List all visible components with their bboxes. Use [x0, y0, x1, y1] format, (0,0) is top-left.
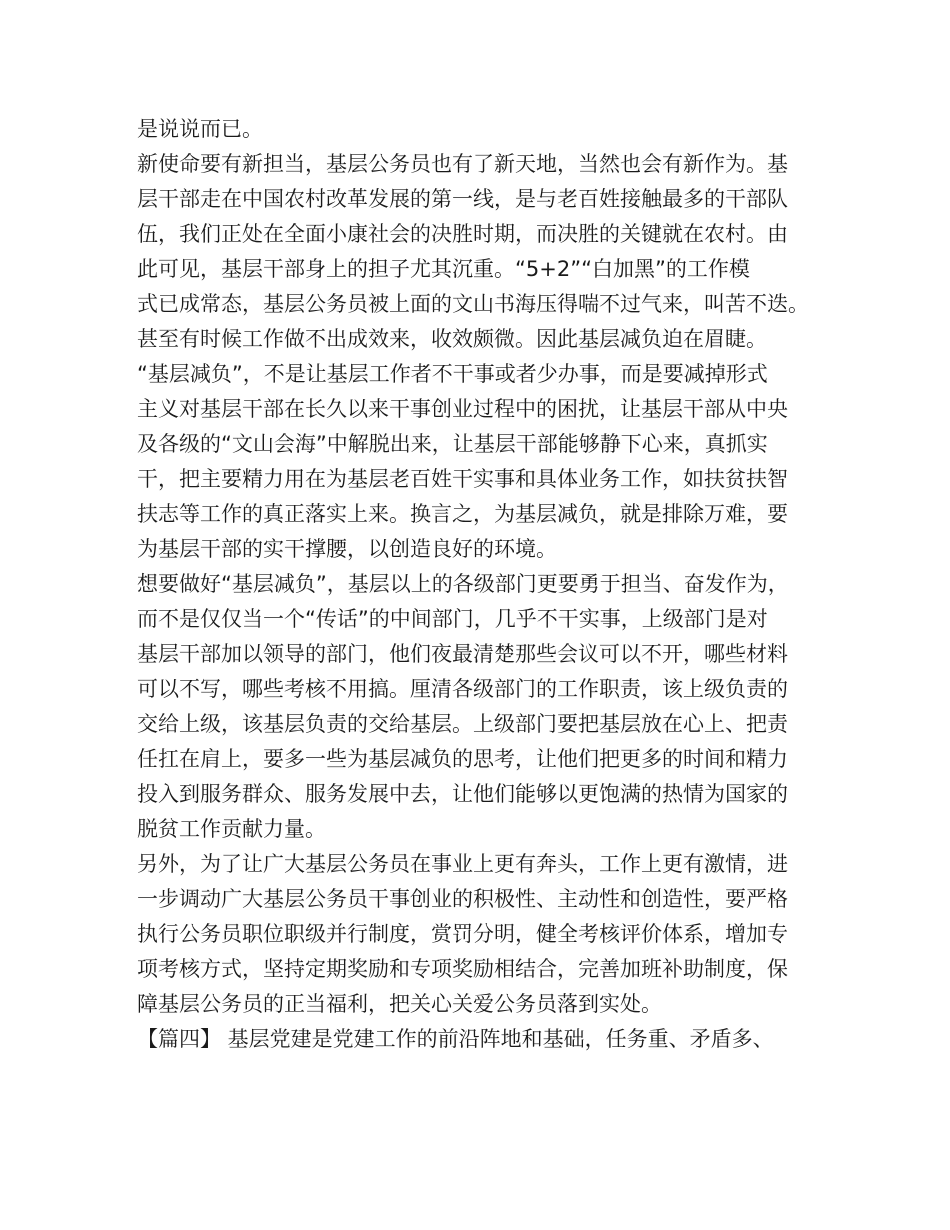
document-body	[137, 112, 827, 1057]
text-line: 层干部走在中国农村改革发展的第一线，是与老百姓接触最多的干部队	[137, 187, 788, 211]
text-line: 为基层干部的实干撑腰，以创造良好的环境。	[137, 537, 557, 561]
text-line: 另外，为了让广大基层公务员在事业上更有奔头，工作上更有激情，进	[137, 852, 788, 876]
text-line: 干，把主要精力用在为基层老百姓干实事和具体业务工作，如扶贫扶智	[137, 467, 788, 491]
text-line: 想要做好“基层减负”，基层以上的各级部门更要勇于担当、奋发作为，	[137, 572, 789, 596]
text-line: 交给上级，该基层负责的交给基层。上级部门要把基层放在心上、把责	[137, 712, 788, 736]
text-line: 此可见，基层干部身上的担子尤其沉重。“5+2”“白加黑”的工作模	[137, 257, 750, 281]
text-line: 基层干部加以领导的部门，他们夜最清楚那些会议可以不开，哪些材料	[137, 642, 788, 666]
text-line: 及各级的“文山会海”中解脱出来，让基层干部能够静下心来，真抓实	[137, 432, 768, 456]
text-line: 而不是仅仅当一个“传话”的中间部门，几乎不干实事，上级部门是对	[137, 607, 768, 631]
text-line: 项考核方式，坚持定期奖励和专项奖励相结合，完善加班补助制度，保	[137, 957, 788, 981]
section-heading-line: 【篇四】 基层党建是党建工作的前沿阵地和基础，任务重、矛盾多、	[137, 1027, 774, 1051]
text-line: 是说说而已。	[137, 117, 263, 141]
text-line: 主义对基层干部在长久以来干事创业过程中的困扰，让基层干部从中央	[137, 397, 788, 421]
text-line: 可以不写，哪些考核不用搞。厘清各级部门的工作职责，该上级负责的	[137, 677, 788, 701]
text-line: 障基层公务员的正当福利，把关心关爱公务员落到实处。	[137, 992, 662, 1016]
text-line: “基层减负”，不是让基层工作者不干事或者少办事，而是要减掉形式	[137, 362, 768, 386]
text-line: 扶志等工作的真正落实上来。换言之，为基层减负，就是排除万难，要	[137, 502, 788, 526]
text-line: 投入到服务群众、服务发展中去，让他们能够以更饱满的热情为国家的	[137, 782, 788, 806]
text-line: 一步调动广大基层公务员干事创业的积极性、主动性和创造性，要严格	[137, 887, 788, 911]
text-line: 伍，我们正处在全面小康社会的决胜时期，而决胜的关键就在农村。由	[137, 222, 788, 246]
text-line: 新使命要有新担当，基层公务员也有了新天地，当然也会有新作为。基	[137, 152, 788, 176]
text-line: 执行公务员职位职级并行制度，赏罚分明，健全考核评价体系，增加专	[137, 922, 788, 946]
text-line: 式已成常态，基层公务员被上面的文山书海压得喘不过气来，叫苦不迭。	[137, 292, 809, 316]
text-line: 任扛在肩上，要多一些为基层减负的思考，让他们把更多的时间和精力	[137, 747, 788, 771]
text-line: 甚至有时候工作做不出成效来，收效颇微。因此基层减负迫在眉睫。	[137, 327, 767, 351]
text-line: 脱贫工作贡献力量。	[137, 817, 326, 841]
